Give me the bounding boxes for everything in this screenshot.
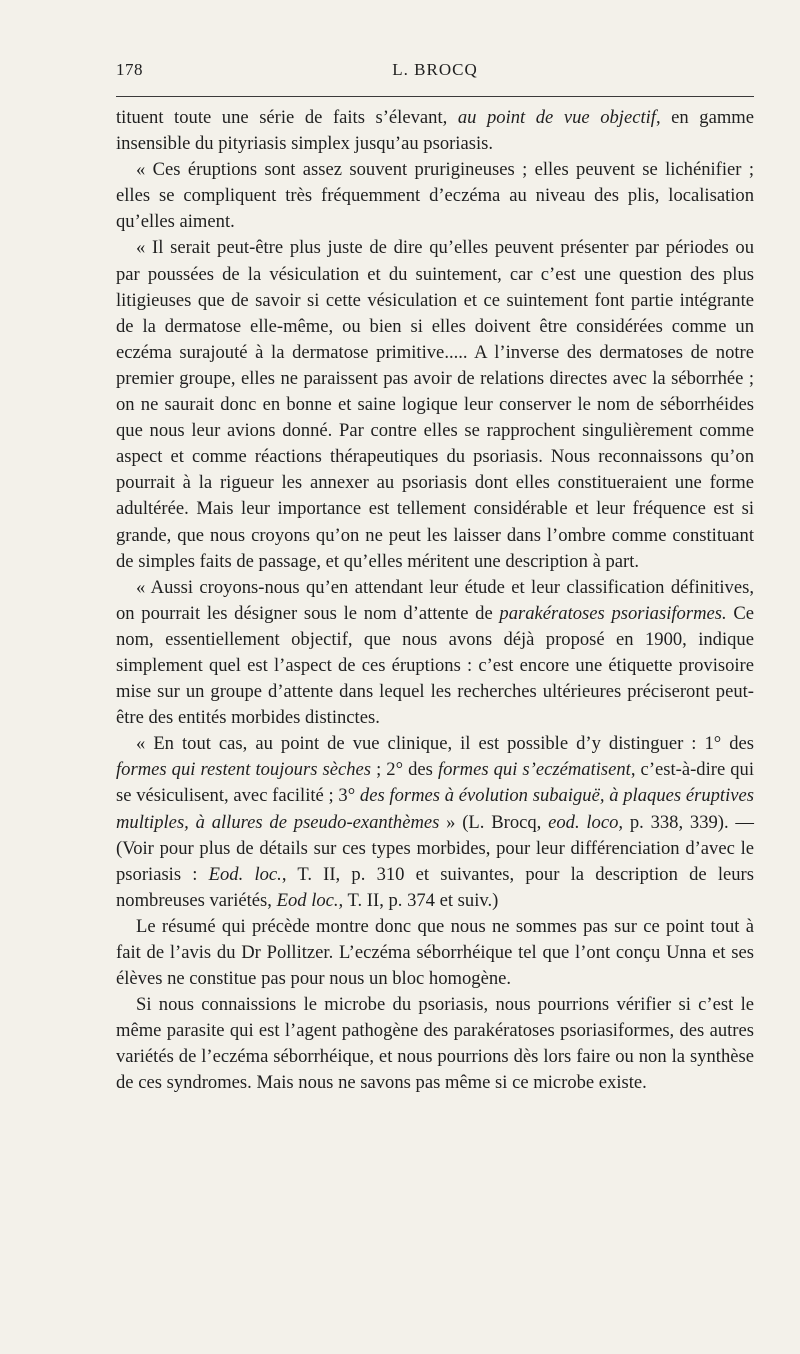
italic-text: Eod loc., (276, 889, 344, 911)
paragraph (116, 157, 754, 235)
text-run: « Ces éruptions sont assez souvent prurigineuses ; elles peuvent se lichénifier ; elles se compliquent très fréquemment d’eczéma au niveau des plis, localisation qu’elles aiment. (116, 159, 754, 233)
paragraph (116, 731, 754, 914)
paragraph (116, 235, 754, 574)
italic-text: formes qui s’eczématisent (437, 759, 631, 781)
paragraph (116, 105, 754, 157)
text-run: ; 2° des (371, 759, 438, 781)
italic-text: eod. loco, (548, 811, 624, 833)
body-text (116, 105, 754, 1097)
italic-text: formes qui restent toujours sèches (116, 759, 372, 781)
page-number: 178 (116, 60, 143, 79)
text-run: tituent toute une série de faits s’élevant, (116, 107, 458, 128)
italic-text: Eod. loc. (208, 863, 282, 885)
book-page (116, 56, 754, 1097)
text-run: Ce nom, essentiellement objectif, que nous avons déjà proposé en 1900, indique simplement quel est l’aspect de ces éruptions : c’est encore une étiquette provisoire mise sur un groupe d’attente dans lequel les recherches ultérieures préciseront peut-être des entités morbides distinctes. (116, 602, 754, 729)
italic-text: au point de vue objectif (457, 107, 656, 128)
text-run: , T. II, p. 310 et suivantes, pour la description de leurs nombreuses variétés, (116, 863, 754, 911)
text-run: , c’est-à-dire qui se vésiculisent, avec facilité ; 3° (116, 759, 755, 807)
italic-text: parakératoses psoriasiformes. (499, 602, 727, 624)
running-head (116, 56, 754, 86)
text-run: p. 338, 339). — (Voir pour plus de détails sur ces types morbides, pour leur différenciation d’avec le psoriasis : (116, 811, 755, 885)
text-run: Le résumé qui précède montre donc que nous ne sommes pas sur ce point tout à fait de l’avis du Dr Pollitzer. L’eczéma séborrhéique tel que l’ont conçu Unna et ses élèves ne constitue pas pour nous un bloc homogène. (116, 915, 754, 990)
text-run: T. II, p. 374 et suiv.) (343, 889, 499, 911)
text-run: , en gamme insensible du pityriasis simplex jusqu’au psoriasis. (116, 107, 754, 155)
text-run: « Il serait peut-être plus juste de dire qu’elles peuvent présenter par périodes ou par poussées de la vésiculation et du suintement, car c’est une question des plus litigieuses que de savoir si cette vésiculation et ce suintement font partie intégrante de la dermatose elle-même, ou bien si elles doivent être considérées comme un eczéma surajouté à la dermatose primitive..... A l’inverse des dermatoses de notre premier groupe, elles ne paraissent pas avoir de relations directes avec la séborrhée ; on ne saurait donc en bonne et saine logique leur conserver le nom de séborrhéides que nous leur avions donné. Par contre elles se rapprochent singulièrement comme aspect et comme réactions thérapeutiques du psoriasis. Nous reconnaissons qu’on pourrait à la rigueur les annexer au psoriasis dont elles constitueraient une forme adultérée. Mais leur importance est tellement considérable et leur fréquence est si grande, que nous croyons qu’on ne peut les laisser dans l’ombre comme constituant de simples faits de passage, et qu’elles méritent une description à part. (116, 237, 754, 572)
paragraph (116, 992, 754, 1096)
paragraph (116, 914, 754, 992)
text-run: » (L. Brocq, (439, 811, 549, 833)
header-rule (116, 96, 754, 97)
paragraph (116, 575, 754, 732)
italic-text: des formes à évolution subaiguë, à plaques éruptives multiples, à allures de pseudo-exanthèmes (116, 785, 754, 833)
text-run: « En tout cas, au point de vue clinique, il est possible d’y distinguer : 1° des (136, 733, 754, 755)
running-title: L. BROCQ (392, 60, 478, 79)
text-run: « Aussi croyons-nous qu’en attendant leur étude et leur classification définitives, on pourrait les désigner sous le nom d’attente de (116, 576, 754, 624)
text-run: Si nous connaissions le microbe du psoriasis, nous pourrions vérifier si c’est le même parasite qui est l’agent pathogène des parakératoses psoriasiformes, des autres variétés de l’eczéma séborrhéique, et nous pourrions dès lors faire ou non la synthèse de ces syndromes. Mais nous ne savons pas même si ce microbe existe. (116, 994, 754, 1094)
